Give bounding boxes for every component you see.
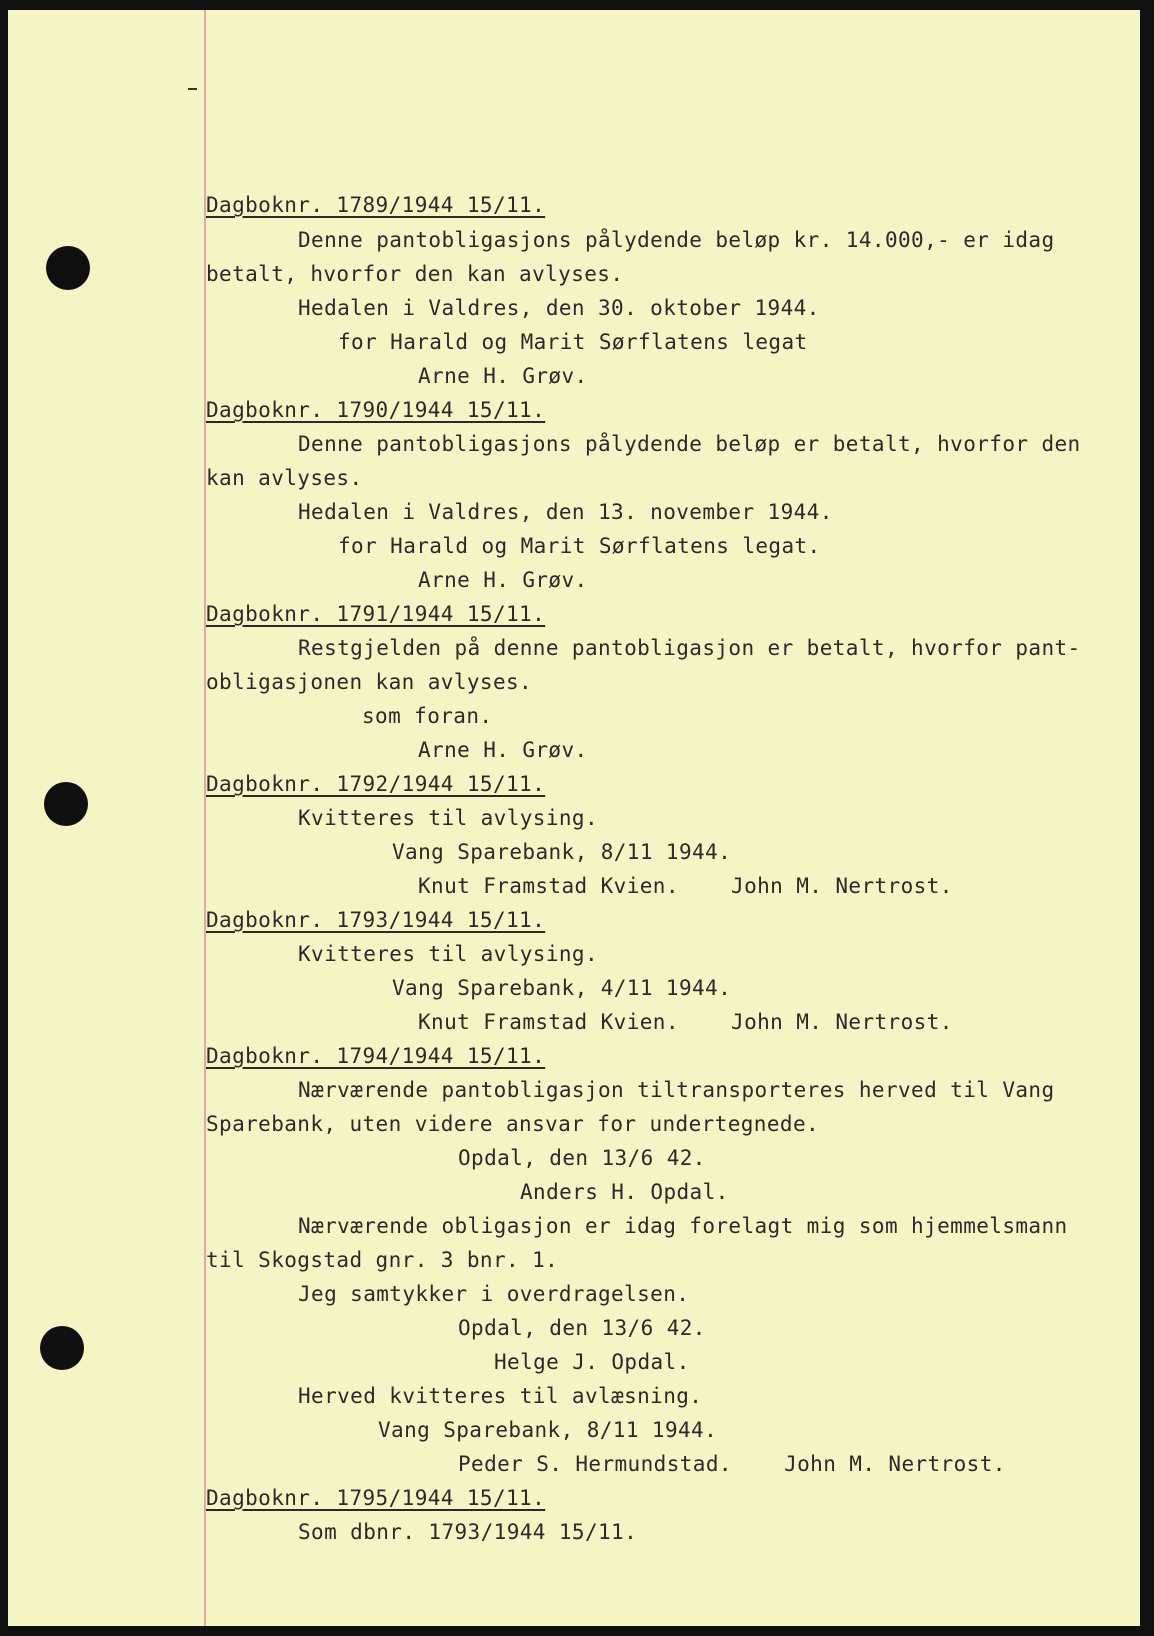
entry-line: Kvitteres til avlysing.	[298, 942, 598, 966]
entry-line: Restgjelden på denne pantobligasjon er betalt, hvorfor pant-	[298, 636, 1081, 660]
entry-line: Vang Sparebank, 4/11 1944.	[392, 976, 732, 1000]
entry-line: Opdal, den 13/6 42.	[458, 1146, 706, 1170]
signature-line: Knut Framstad Kvien. John M. Nertrost.	[418, 1010, 953, 1034]
entry-line: Herved kvitteres til avlæsning.	[298, 1384, 703, 1408]
signature-line: Knut Framstad Kvien. John M. Nertrost.	[418, 874, 953, 898]
margin-tick-mark	[188, 88, 197, 90]
signature-line: Arne H. Grøv.	[418, 738, 588, 762]
margin-rule	[204, 10, 206, 1626]
entry-header: Dagboknr. 1795/1944 15/11.	[206, 1486, 546, 1510]
signature-line: Arne H. Grøv.	[418, 568, 588, 592]
entry-line: Hedalen i Valdres, den 30. oktober 1944.	[298, 296, 820, 320]
entry-line: Kvitteres til avlysing.	[298, 806, 598, 830]
binder-hole-bottom	[40, 1326, 84, 1370]
signature-line: Peder S. Hermundstad. John M. Nertrost.	[458, 1452, 1006, 1476]
entry-header: Dagboknr. 1794/1944 15/11.	[206, 1044, 546, 1068]
signature-line: Anders H. Opdal.	[520, 1180, 729, 1204]
entry-line: Hedalen i Valdres, den 13. november 1944.	[298, 500, 833, 524]
binder-hole-middle	[44, 782, 88, 826]
entry-line: Denne pantobligasjons pålydende beløp kr. 14.000,- er idag	[298, 228, 1055, 252]
entry-line: Vang Sparebank, 8/11 1944.	[378, 1418, 718, 1442]
entry-line: Nærværende pantobligasjon tiltransporteres herved til Vang	[298, 1078, 1055, 1102]
entry-line: Jeg samtykker i overdragelsen.	[298, 1282, 690, 1306]
entry-line: Vang Sparebank, 8/11 1944.	[392, 840, 732, 864]
entry-line: for Harald og Marit Sørflatens legat.	[338, 534, 821, 558]
entry-line: Nærværende obligasjon er idag forelagt mig som hjemmelsmann	[298, 1214, 1068, 1238]
entry-line: som foran.	[362, 704, 493, 728]
entry-line: betalt, hvorfor den kan avlyses.	[206, 262, 624, 286]
entry-header: Dagboknr. 1791/1944 15/11.	[206, 602, 546, 626]
entry-line: kan avlyses.	[206, 466, 363, 490]
document-page	[8, 10, 1140, 1626]
entry-line: til Skogstad gnr. 3 bnr. 1.	[206, 1248, 559, 1272]
signature-line: Helge J. Opdal.	[494, 1350, 690, 1374]
binder-hole-top	[46, 246, 90, 290]
entry-header: Dagboknr. 1789/1944 15/11.	[206, 193, 546, 217]
entry-line: obligasjonen kan avlyses.	[206, 670, 533, 694]
entry-header: Dagboknr. 1793/1944 15/11.	[206, 908, 546, 932]
entry-header: Dagboknr. 1792/1944 15/11.	[206, 772, 546, 796]
entry-header: Dagboknr. 1790/1944 15/11.	[206, 398, 546, 422]
entry-line: for Harald og Marit Sørflatens legat	[338, 330, 808, 354]
entry-line: Sparebank, uten videre ansvar for undertegnede.	[206, 1112, 820, 1136]
signature-line: Arne H. Grøv.	[418, 364, 588, 388]
entry-line: Opdal, den 13/6 42.	[458, 1316, 706, 1340]
entry-line: Som dbnr. 1793/1944 15/11.	[298, 1520, 638, 1544]
entry-line: Denne pantobligasjons pålydende beløp er betalt, hvorfor den	[298, 432, 1081, 456]
